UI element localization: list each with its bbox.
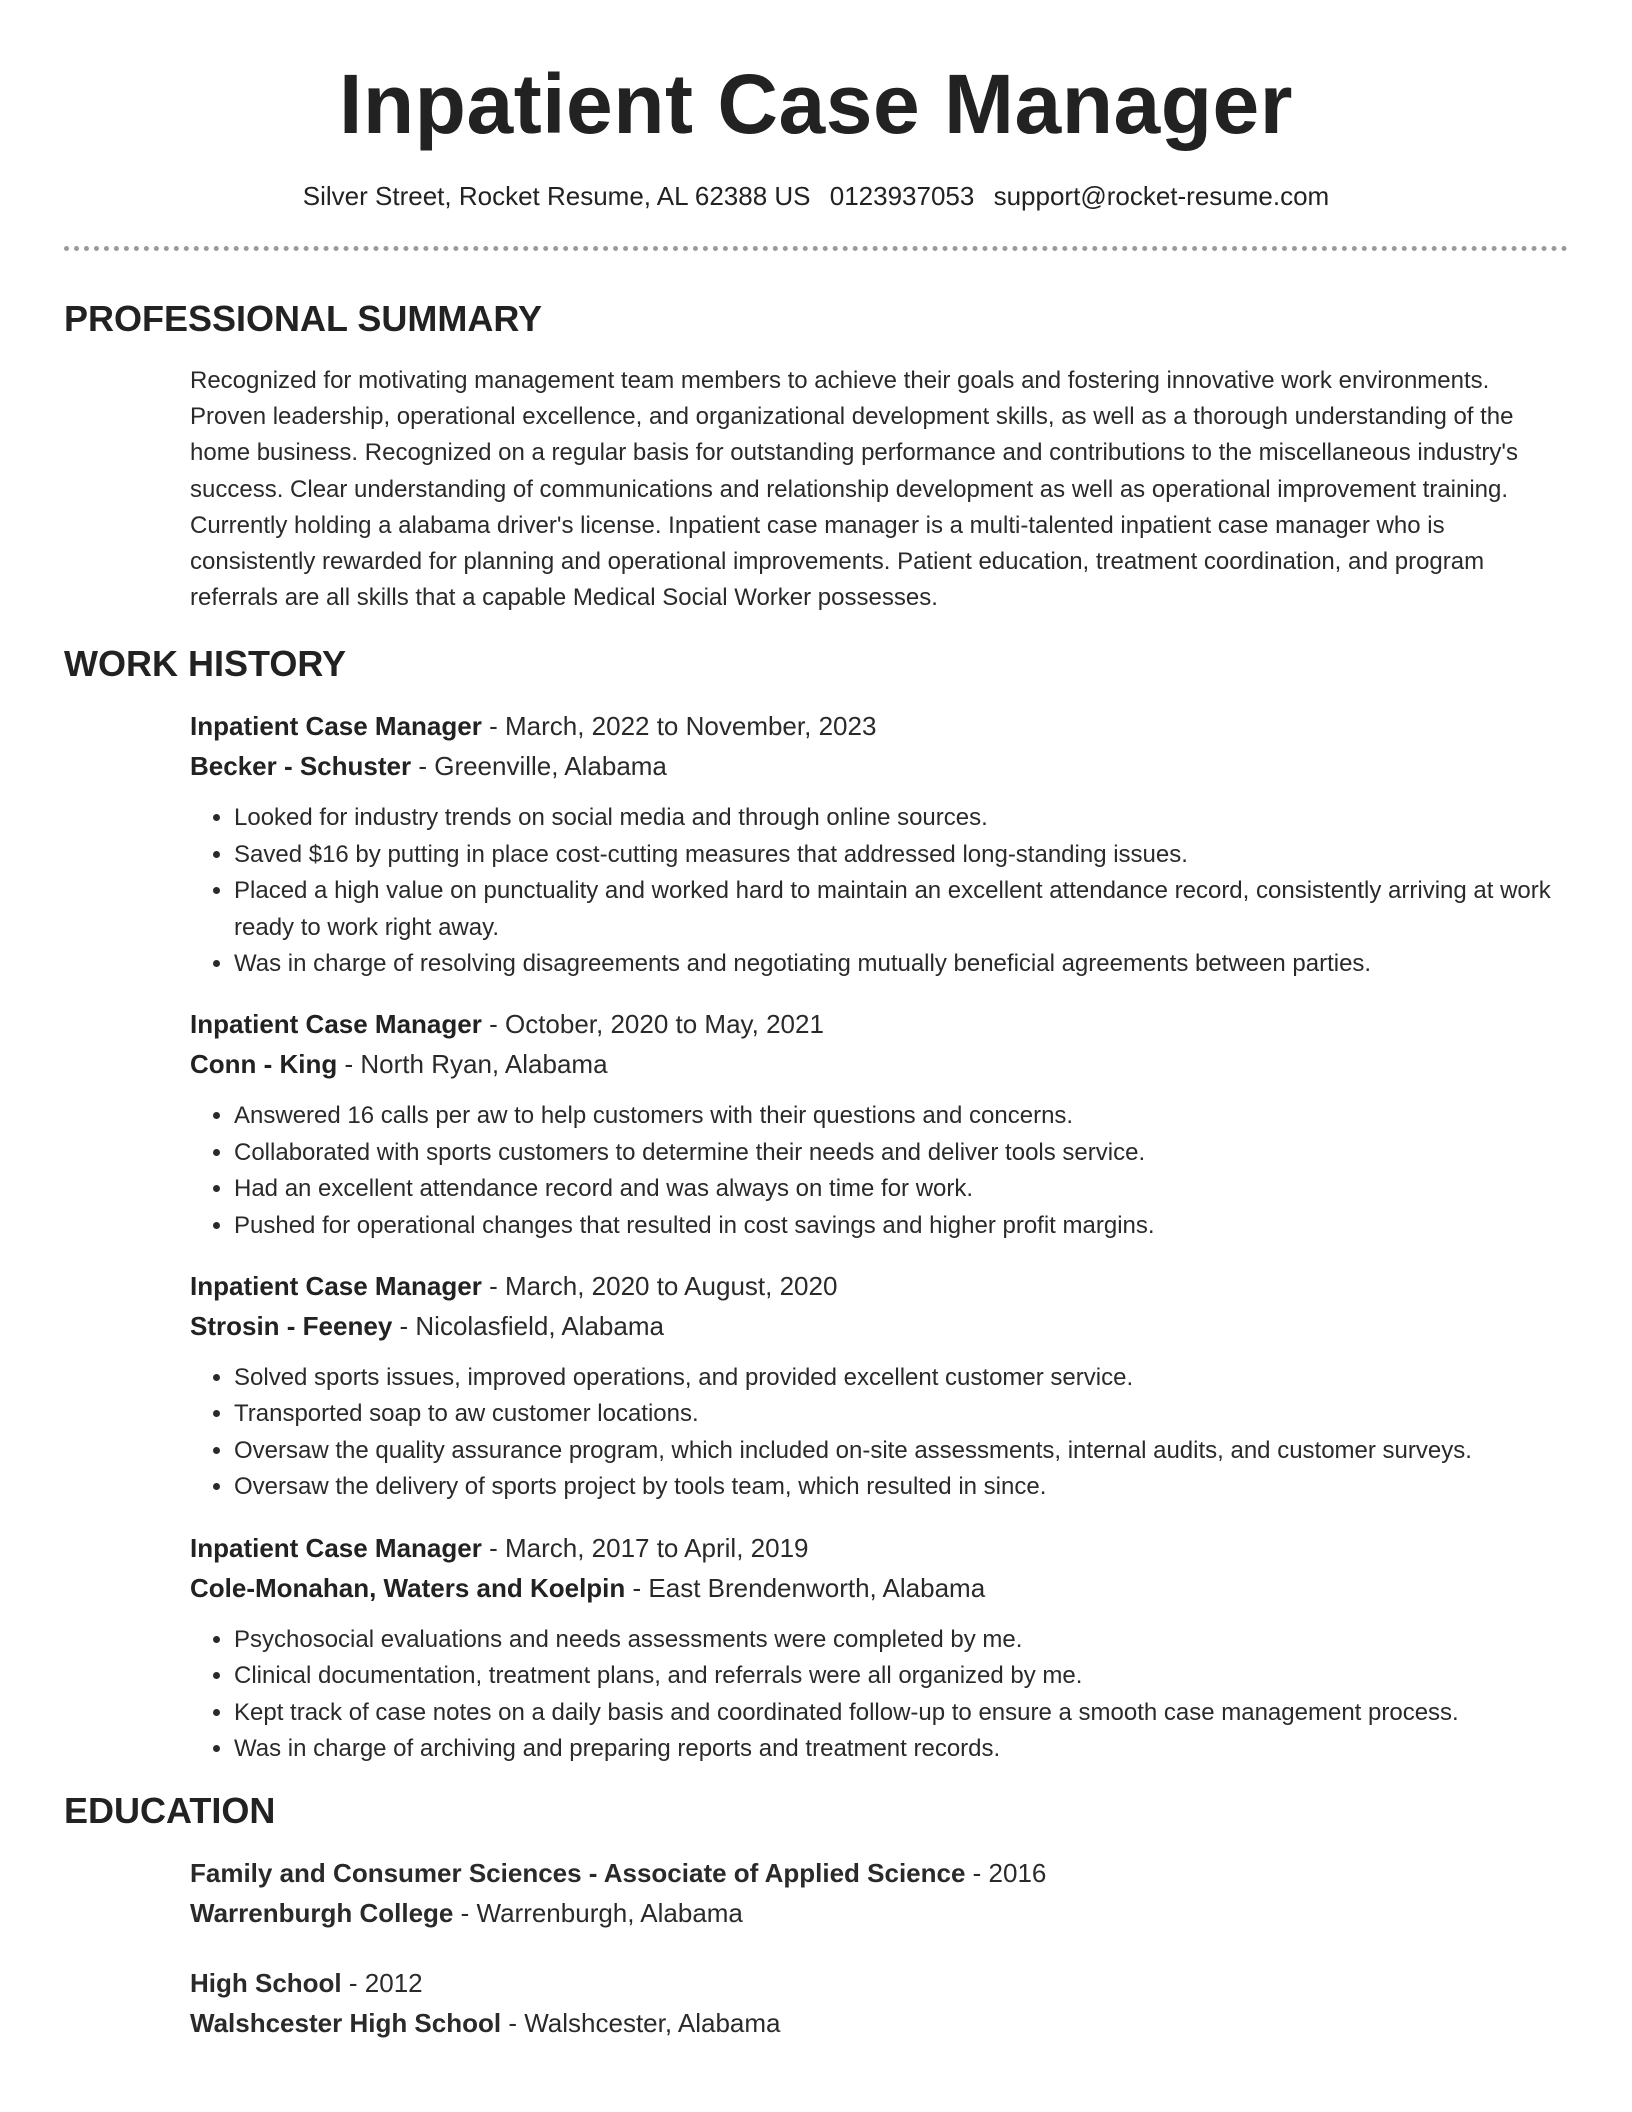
- education-school: Warrenburgh College: [190, 1898, 454, 1929]
- education-year: - 2012: [341, 1968, 423, 1999]
- contact-address: Silver Street, Rocket Resume, AL 62388 US: [302, 181, 811, 211]
- contact-line: [64, 180, 1568, 212]
- header-divider: [64, 246, 1568, 251]
- job-entry: [190, 706, 1568, 982]
- job-bullet: • Clinical documentation, treatment plans, and referrals were all organized by me.: [234, 1658, 1568, 1694]
- job-company-line: [190, 1306, 1568, 1346]
- candidate-name: Inpatient Case Manager: [339, 57, 1293, 151]
- job-bullet: • Looked for industry trends on social media and through online sources.: [234, 800, 1568, 836]
- job-company-line: [190, 1568, 1568, 1608]
- job-location: - Greenville, Alabama: [411, 751, 667, 782]
- education-school-line: [190, 2003, 1568, 2043]
- job-bullets: [190, 1360, 1568, 1506]
- job-bullet: • Was in charge of resolving disagreements and negotiating mutually beneficial agreements between parties.: [234, 946, 1568, 982]
- job-location: - North Ryan, Alabama: [337, 1049, 608, 1080]
- job-location: - East Brendenworth, Alabama: [625, 1572, 986, 1603]
- job-dates: - March, 2022 to November, 2023: [481, 711, 877, 742]
- job-title-line: [190, 1528, 1568, 1568]
- education-degree-line: [190, 1853, 1568, 1893]
- job-title-line: [190, 1266, 1568, 1306]
- contact-phone: 0123937053: [829, 181, 975, 211]
- education-entry: [190, 1853, 1568, 1933]
- resume-header: [64, 0, 1568, 212]
- education-degree-line: [190, 1963, 1568, 2003]
- job-location: - Nicolasfield, Alabama: [392, 1311, 664, 1342]
- education-location: - Walshcester, Alabama: [501, 2008, 781, 2039]
- job-title-line: [190, 706, 1568, 746]
- job-bullet: • Transported soap to aw customer locations.: [234, 1396, 1568, 1432]
- job-entry: [190, 1004, 1568, 1244]
- job-bullet: • Psychosocial evaluations and needs assessments were completed by me.: [234, 1622, 1568, 1658]
- summary-heading: PROFESSIONAL SUMMARY: [64, 298, 543, 339]
- work-history-heading: WORK HISTORY: [64, 643, 347, 685]
- job-entry: [190, 1266, 1568, 1506]
- job-bullet: • Saved $16 by putting in place cost-cutting measures that addressed long-standing issues.: [234, 837, 1568, 873]
- job-company: Becker - Schuster: [190, 751, 412, 782]
- education-degree: Family and Consumer Sciences - Associate of Applied Science: [190, 1858, 966, 1889]
- job-bullet: • Placed a high value on punctuality and worked hard to maintain an excellent attendance record, consistently arriving at work ready to work right away.: [234, 873, 1568, 946]
- job-company-line: [190, 1044, 1568, 1084]
- job-company-line: [190, 746, 1568, 786]
- education-degree: High School: [190, 1968, 342, 1999]
- job-bullets: [190, 800, 1568, 982]
- job-company: Strosin - Feeney: [190, 1311, 393, 1342]
- education-entry: [190, 1963, 1568, 2043]
- job-role: Inpatient Case Manager: [190, 1532, 482, 1563]
- job-dates: - March, 2020 to August, 2020: [481, 1271, 838, 1302]
- job-role: Inpatient Case Manager: [190, 711, 482, 742]
- job-bullet: • Oversaw the quality assurance program, which included on-site assessments, internal audits, and customer surveys.: [234, 1433, 1568, 1469]
- job-bullet: • Pushed for operational changes that resulted in cost savings and higher profit margins.: [234, 1208, 1568, 1244]
- job-bullets: [190, 1098, 1568, 1244]
- job-bullet: • Had an excellent attendance record and was always on time for work.: [234, 1171, 1568, 1207]
- education-school: Walshcester High School: [190, 2008, 502, 2039]
- job-dates: - March, 2017 to April, 2019: [481, 1532, 809, 1563]
- education-heading: EDUCATION: [64, 1790, 276, 1832]
- education-school-line: [190, 1893, 1568, 1933]
- job-dates: - October, 2020 to May, 2021: [481, 1009, 824, 1040]
- job-bullet: • Collaborated with sports customers to determine their needs and deliver tools service.: [234, 1135, 1568, 1171]
- job-bullet: • Answered 16 calls per aw to help customers with their questions and concerns.: [234, 1098, 1568, 1134]
- education-location: - Warrenburgh, Alabama: [453, 1898, 743, 1929]
- job-company: Cole-Monahan, Waters and Koelpin: [190, 1572, 626, 1603]
- job-bullets: [190, 1622, 1568, 1768]
- job-title-line: [190, 1004, 1568, 1044]
- job-entry: [190, 1528, 1568, 1768]
- job-bullet: • Oversaw the delivery of sports project by tools team, which resulted in since.: [234, 1469, 1568, 1505]
- education-year: - 2016: [965, 1858, 1047, 1889]
- summary-text: Recognized for motivating management team members to achieve their goals and fostering innovative work environments. Proven leadership, operational excellence, and organizational development skills, as well as a thorough understanding of the home business. Recognized on a regular basis for outstanding performance and contributions to the miscellaneous industry's success. Clear understanding of communications and relationship development as well as operational improvement training. Currently holding a alabama driver's license. Inpatient case manager is a multi-talented inpatient case manager who is consistently rewarded for planning and operational improvements. Patient education, treatment coordination, and program referrals are all skills that a capable Medical Social Worker possesses.: [190, 367, 1519, 612]
- job-bullet: • Solved sports issues, improved operations, and provided excellent customer service.: [234, 1360, 1568, 1396]
- contact-email: support@rocket-resume.com: [993, 181, 1330, 211]
- job-role: Inpatient Case Manager: [190, 1009, 482, 1040]
- job-bullet: • Kept track of case notes on a daily basis and coordinated follow-up to ensure a smooth case management process.: [234, 1695, 1568, 1731]
- job-bullet: • Was in charge of archiving and preparing reports and treatment records.: [234, 1731, 1568, 1767]
- job-company: Conn - King: [190, 1049, 338, 1080]
- job-role: Inpatient Case Manager: [190, 1271, 482, 1302]
